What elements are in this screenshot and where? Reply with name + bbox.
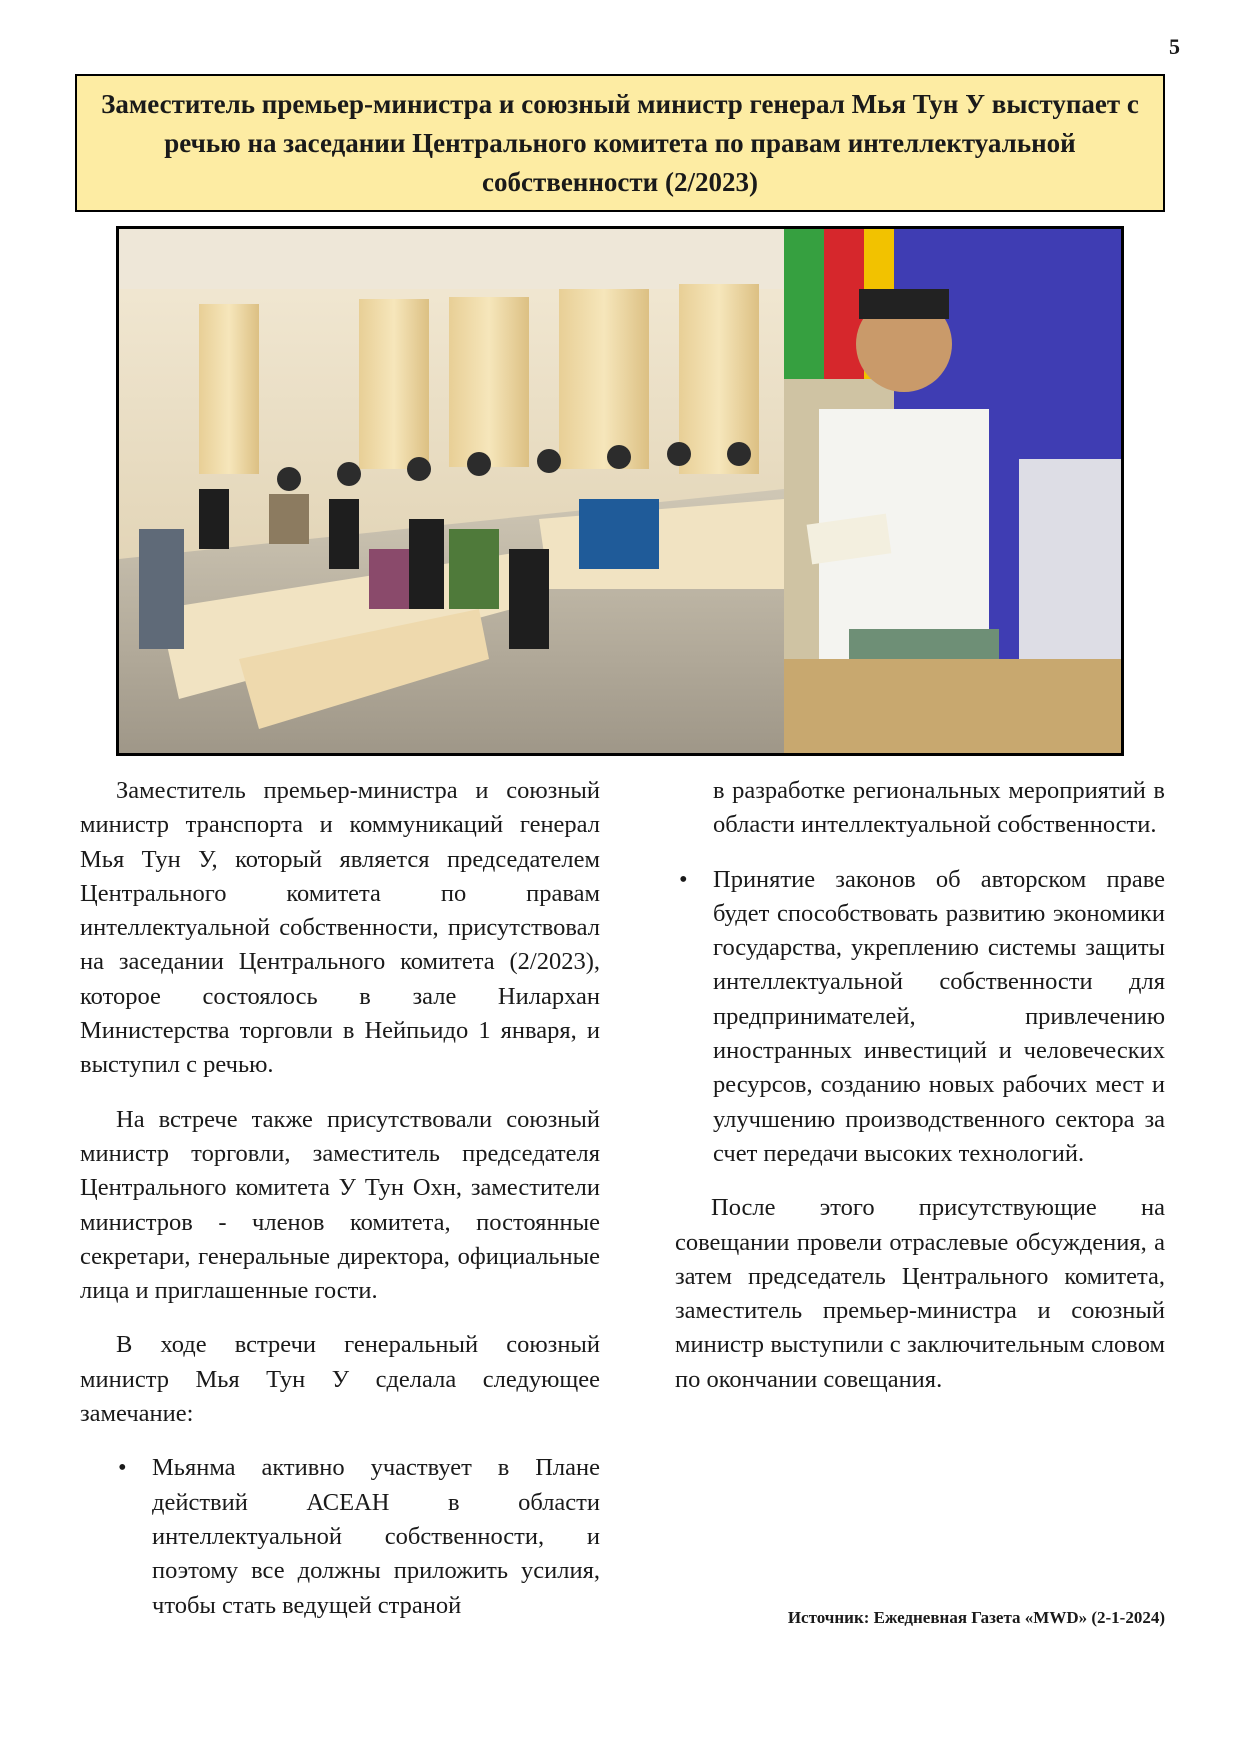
headline: Заместитель премьер-министра и союзный министр генерал Мья Тун У выступает с речью на заседании Центрального комитета по правам интеллектуальной собственности (2/2023): [101, 88, 1139, 197]
remarks-list: [80, 1451, 600, 1622]
meeting-photo: [116, 226, 1124, 756]
list-item-text: Принятие законов об авторском праве будет способствовать развитию экономики государства, укреплению системы защиты интеллектуальной собственности для предпринимателей, привлечению иностранных инвестиций и человеческих ресурсов, созданию новых рабочих мест и улучшению производственного сектора за счет передачи высоких технологий.: [713, 865, 1165, 1167]
paragraph-remarks-intro: В ходе встречи генеральный союзный министр Мья Тун У сделала следующее замечание:: [80, 1331, 600, 1428]
paragraph-intro: Заместитель премьер-министра и союзный министр транспорта и коммуникаций генерал Мья Тун У, который является председателем Центрального комитета по правам интеллектуальной собственности, присутствовал на заседании Центрального комитета (2/2023), которое состоялось в зале Нилархан Министерства торговли в Нейпьидо 1 января, и выступил с речью.: [80, 777, 600, 1079]
meeting-photo-illustration: [119, 229, 1121, 753]
list-item-continuation: в разработке региональных мероприятий в области интеллектуальной собственности.: [713, 777, 1165, 839]
headline-box: [75, 74, 1165, 212]
paragraph-attendees: На встрече также присутствовали союзный министр торговли, заместитель председателя Центрального комитета У Тун Охн, заместители министров - членов комитета, постоянные секретари, генеральные директора, официальные лица и приглашенные гости.: [80, 1105, 600, 1305]
source-credit: Источник: Ежедневная Газета «MWD» (2-1-2024): [787, 1608, 1165, 1627]
bullet-icon: •: [118, 1454, 127, 1482]
page-number: 5: [1169, 34, 1180, 59]
bullet-icon: •: [679, 865, 688, 893]
article-column-right: [675, 774, 1165, 1417]
list-item: [80, 1451, 600, 1622]
list-item: [675, 863, 1165, 1172]
remarks-list-continued: [675, 863, 1165, 1172]
list-item-text: Мьянма активно участвует в Плане действий АСЕАН в области интеллектуальной собственности, и поэтому все должны приложить усилия, чтобы стать ведущей страной: [152, 1454, 600, 1619]
paragraph-conclusion: После этого присутствующие на совещании провели отраслевые обсуждения, а затем председатель Центрального комитета, заместитель премьер-министра и союзный министр выступили с заключительным словом по окончании совещания.: [675, 1194, 1165, 1393]
article-column-left: [80, 774, 600, 1643]
